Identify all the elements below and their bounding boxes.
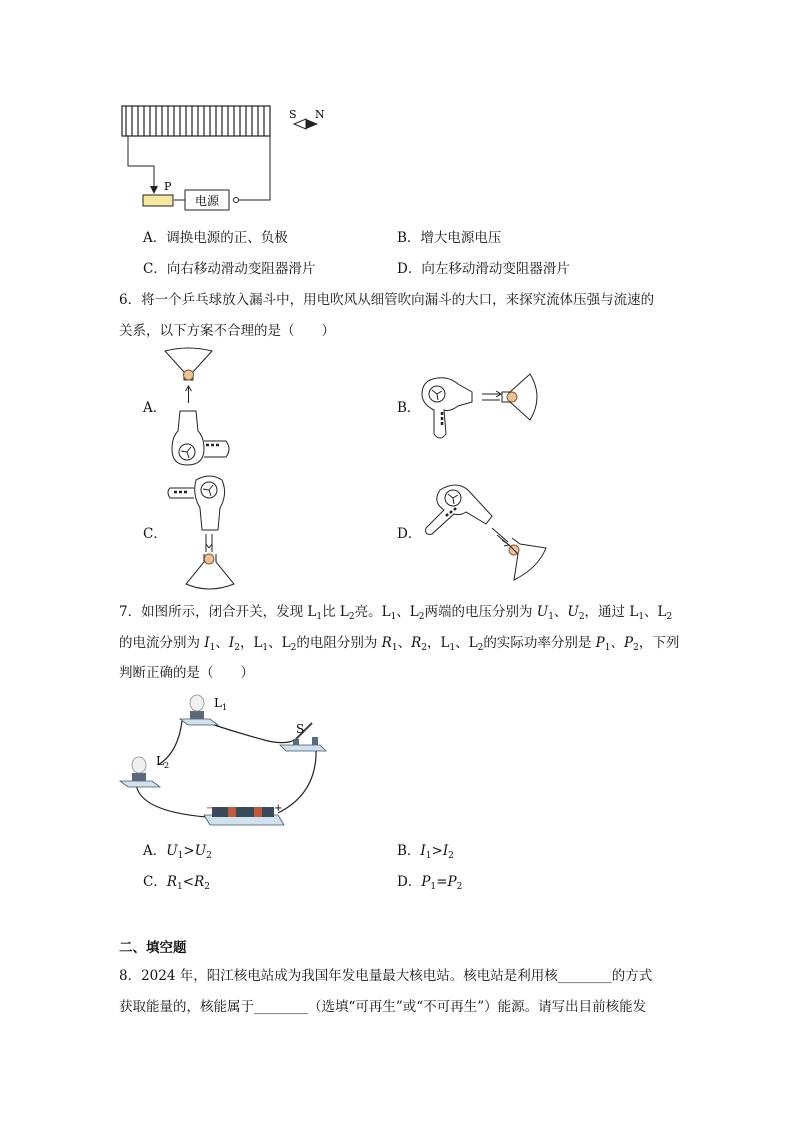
section-heading-fill-in: 二、填空题 [119,940,187,956]
q5-option-d: D．向左移动滑动变阻器滑片 [397,261,570,277]
l2-label: $L_2$ [156,754,170,770]
ping-pong-ball [204,554,214,564]
air-arrow [482,391,501,400]
ping-pong-ball [184,370,194,380]
q6-option-c-label: C． [143,526,167,542]
l1-label: $L_1$ [214,696,228,712]
hair-dryer-icon [168,476,225,530]
air-arrow [186,386,192,403]
q7-option-b: B．$I_1>I_2$ [397,843,454,861]
q7-circuit-figure [118,693,333,833]
q6-option-b-label: B． [397,400,421,416]
power-source-label: 电源 [194,194,220,208]
q6-stem-line1: 6．将一个乒乓球放入漏斗中，用电吹风从细管吹向漏斗的大口，来探究流体压强与流速的 [119,292,655,308]
switch-label: S [296,722,305,736]
hair-dryer-icon [422,378,472,438]
s-pole-label: S [289,108,297,121]
q7-stem-line2: 的电流分别为 $I_1$、$I_2$，$L_1$、$L_2$的电阻分别为 $R_1$、$R_2$，$L_1$、$L_2$的实际功率分别是 $P_1$、$P_2$，下列 [119,635,680,653]
q6-figure-a [160,345,240,470]
p-label: P [164,180,172,193]
battery-plus-label: + [274,803,283,814]
solenoid-circuit-figure [110,100,340,215]
rheostat [143,195,173,206]
q5-option-b: B．增大电源电压 [397,230,502,246]
q6-option-a-label: A． [143,400,167,416]
funnel-icon [508,538,546,580]
slider-arrow [150,186,158,194]
q7-option-c: C．$R_1<R_2$ [143,874,210,892]
bulb-l1 [180,695,218,725]
q6-figure-d [420,478,555,588]
q7-stem-line3: 判断正确的是（ ） [119,665,254,681]
blank-2: ________ [254,999,308,1015]
air-arrow [206,534,212,552]
q7-stem-line1: 7．如图所示，闭合开关，发现 $L_1$比 $L_2$亮。$L_1$、$L_2$两端的电压分别为 $U_1$、$U_2$，通过 $L_1$、$L_2$ [119,604,673,622]
q7-option-a: A．$U_1>U_2$ [143,843,212,861]
circuit-wires [128,126,270,200]
air-arrow [492,528,509,546]
solenoid-coil [122,106,270,136]
q6-figure-c [160,472,250,597]
q5-option-a: A．调换电源的正、负极 [143,230,288,246]
blank-1: ________ [557,968,612,984]
battery-minus-label: − [206,803,215,814]
n-pole-label: N [315,108,325,121]
terminal-dot [234,198,239,203]
ping-pong-ball [507,392,517,402]
q8-stem-line2: 获取能量的，核能属于________（选填“可再生”或“不可再生”）能源。请写出目前核能发 [119,999,647,1015]
bulb-l2 [120,757,160,787]
battery-pack [204,807,284,825]
q8-stem-line1: 8．2024 年，阳江核电站成为我国年发电量最大核电站。核电站是利用核________的方式 [119,968,653,984]
q6-figure-b [420,370,550,445]
q6-stem-line2: 关系，以下方案不合理的是（ ） [119,323,335,339]
q7-option-d: D．$P_1=P_2$ [397,874,463,892]
q6-option-d-label: D． [397,526,422,542]
q5-option-c: C．向右移动滑动变阻器滑片 [143,261,316,277]
